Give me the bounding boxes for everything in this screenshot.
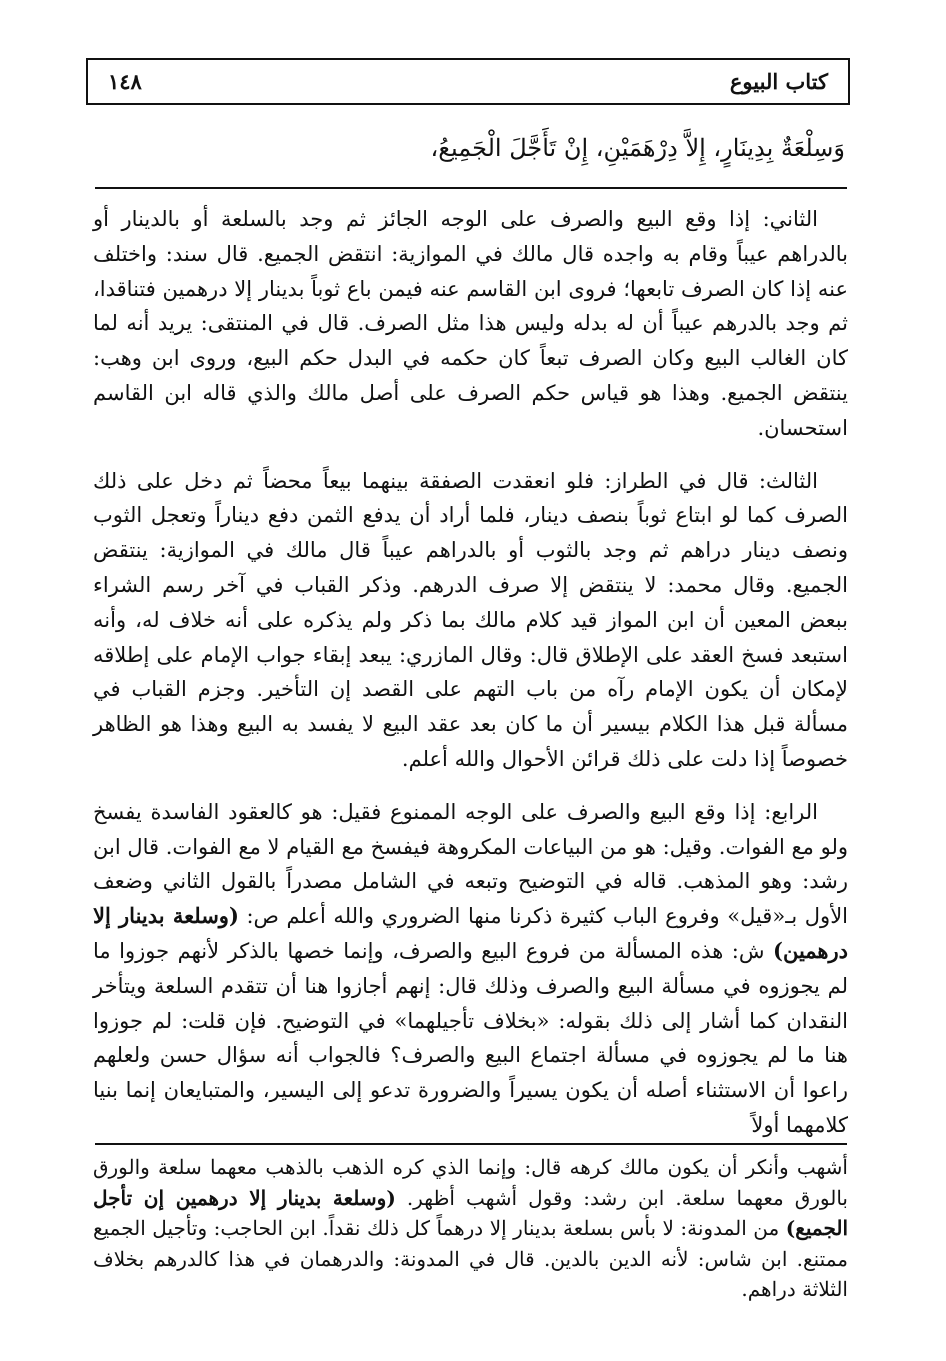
commentary-body xyxy=(93,202,848,1143)
footnote-text: أشهب وأنكر أن يكون مالك كرهه قال: وإنما الذي كره الذهب بالذهب معهما سلعة والورق بالورق معهما سلعة. ابن رشد: وقول أشهب أظهر. xyxy=(93,1155,848,1210)
footnote-divider xyxy=(95,1143,847,1145)
footnote-matn-quote: (وسلعة بدينار إلا درهمين إن تأجل الجميع) xyxy=(93,1185,848,1240)
page-number: ١٤٨ xyxy=(108,69,142,94)
matn-text: وَسِلْعَةٌ بِدِينَارٍ، إِلاَّ دِرْهَمَيْنِ، إِنْ تَأَجَّلَ الْجَمِيعُ، xyxy=(430,134,845,162)
footnote-text-continued: من المدونة: لا بأس بسلعة بدينار إلا درهماً كل ذلك نقداً. ابن الحاجب: وتأجيل الجميع ممتنع. ابن شاس: لأنه الدين بالدين. قال في المدونة: والدرهمان في هذا كالدرهم بخلاف الثلاثة دراهم. xyxy=(93,1216,848,1301)
paragraph-fourth-commentary: ش: هذه المسألة من فروع البيع والصرف، وإنما خصها بالذكر لأنهم جوزوا ما لم يجوزوه في مسألة البيع والصرف وذلك قال: إنهم أجازوا هنا أن تتقدم السلعة ويتأخر النقدان كما أشار إلى ذلك بقوله: «بخلاف تأجيلهما» في التوضيح. فإن قلت: لم جوزوا هنا ما لم يجوزوه في مسألة اجتماع البيع والصرف؟ فالجواب أنه سؤال حسن ولعلهم راعوا أن الاستثناء أصله أن يكون يسيراً والضرورة تدعو إلى اليسير، والمتبايعان إنما بنيا كلامهما أولاً xyxy=(93,938,848,1137)
top-divider xyxy=(95,187,847,189)
paragraph-third: الثالث: قال في الطراز: فلو انعقدت الصفقة بينهما بيعاً محضاً ثم دخل على ذلك الصرف كما لو ابتاع ثوباً بنصف دينار، فلما أراد أن يدفع الثمن دفع ديناراً وتعجل الثوب ونصف دينار دراهم ثم وجد بالثوب أو بالدراهم عيباً قال مالك في الموازية: ينتقض الجميع. وقال محمد: لا ينتقض إلا صرف الدرهم. وذكر القباب في آخر رسم الشراء ببعض المعين أن ابن المواز قيد كلام مالك بما ذكر ولم يذكره على أنه خلاف له، وأنه استبعد فسخ العقد على الإطلاق قال: وقال المازري: يبعد إبقاء جواب الإمام على إطلاقه لإمكان أن يكون الإمام رآه من باب التهم على القصد إن التأخير. وجزم القباب في مسألة قبل هذا الكلام بيسير أن ما كان بعد عقد البيع لا يفسد به البيع وهذا هو الظاهر خصوصاً إذا دلت على ذلك قرائن الأحوال والله أعلم. xyxy=(93,468,848,771)
page-header xyxy=(86,58,850,105)
matn-quote: (وسلعة بدينار إلا درهمين) xyxy=(93,903,848,963)
paragraph-second: الثاني: إذا وقع البيع والصرف على الوجه الجائز ثم وجد بالسلعة أو بالدينار أو بالدراهم عيباً وقام به واجده قال مالك في الموازية: انتقض الجميع. قال سند: واختلف عنه إذا كان الصرف تابعها؛ فروى ابن القاسم عنه فيمن باع ثوباً بدينار إلا درهمين فتناقدا، ثم وجد بالدرهم عيباً أن له بدله وليس هذا مثل الصرف. قال في المنتقى: يريد أنه لما كان الغالب البيع وكان الصرف تبعاً كان حكمه في البدل حكم البيع، وروى ابن وهب: ينتقض الجميع. وهذا هو قياس حكم الصرف على أصل مالك والذي قاله ابن القاسم استحسان. xyxy=(93,207,848,440)
book-title: كتاب البيوع xyxy=(729,69,828,94)
footnote xyxy=(93,1152,848,1305)
paragraph-fourth xyxy=(93,795,848,1143)
paragraph-fourth-text: الرابع: إذا وقع البيع والصرف على الوجه الممنوع فقيل: هو كالعقود الفاسدة يفسخ ولو مع الفوات. وقيل: هو من البياعات المكروهة فيفسخ مع القيام لا مع الفوات. قال ابن رشد: وهو المذهب. قاله في التوضيح وتبعه في الشامل مصدراً بالقول الثاني وضعف الأول بـ«قيل» وفروع الباب كثيرة ذكرنا منها الضروري والله أعلم ص: xyxy=(93,799,848,929)
